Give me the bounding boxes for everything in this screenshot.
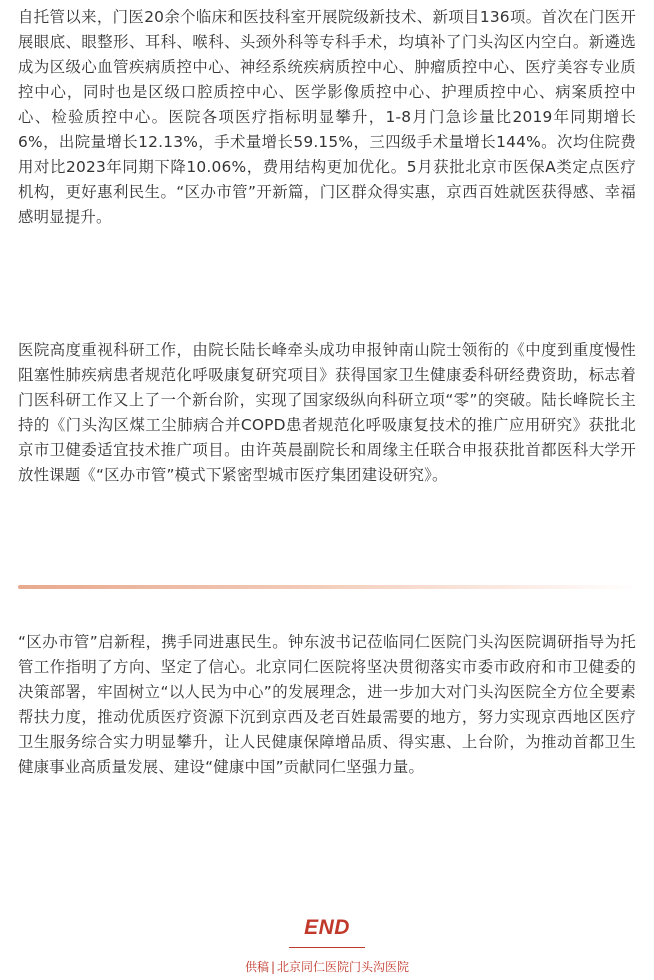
credit-source: 北京同仁医院门头沟医院 xyxy=(277,960,410,974)
paragraph-achievements: 自托管以来，门医20余个临床和医技科室开展院级新技术、新项目136项。首次在门医开展眼底、眼整形、耳科、喉科、头颈外科等专科手术，均填补了门头沟区内空白。新遴选成为区级心血管疾病质控中心、神经系统疾病质控中心、肿瘤质控中心、医疗美容专业质控中心，同时也是区级口腔质控中心、医学影像质控中心、护理质控中心、病案质控中心、检验质控中心。医院各项医疗指标明显攀升，1-8月门急诊量比2019年同期增长6%，出院量增长12.13%，手术量增长59.15%，三四级手术量增长144%。次均住院费用对比2023年同期下降10.06%，费用结构更加优化。5月获批北京市医保A类定点医疗机构，更好惠利民生。“区办市管”开新篇，门区群众得实惠，京西百姓就医获得感、幸福感明显提升。 xyxy=(18,8,636,226)
end-underline xyxy=(289,947,365,948)
end-label: END xyxy=(304,916,350,939)
article-end-block xyxy=(0,912,654,980)
credit-label: 供稿 xyxy=(244,960,269,974)
credit-line xyxy=(0,959,654,975)
paragraph-new-journey: “区办市管”启新程，携手同进惠民生。钟东波书记莅临同仁医院门头沟医院调研指导为托管工作指明了方向、坚定了信心。北京同仁医院将坚决贯彻落实市委市政府和市卫健委的决策部署，牢固树立“以人民为中心”的发展理念，进一步加大对门头沟医院全方位全要素帮扶力度，推动优质医疗资源下沉到京西及老百姓最需要的地方，努力实现京西地区医疗卫生服务综合实力明显攀升，让人民健康保障增品质、得实惠、上台阶，为推动首都卫生健康事业高质量发展、建设“健康中国”贡献同仁坚强力量。 xyxy=(18,633,636,776)
section-divider xyxy=(18,585,636,589)
paragraph-research: 医院高度重视科研工作，由院长陆长峰牵头成功申报钟南山院士领衔的《中度到重度慢性阻塞性肺疾病患者规范化呼吸康复研究项目》获得国家卫生健康委科研经费资助，标志着门医科研工作又上了一个新台阶，实现了国家级纵向科研立项“零”的突破。陆长峰院长主持的《门头沟区煤工尘肺病合并COPD患者规范化呼吸康复技术的推广应用研究》获批北京市卫健委适宜技术推广项目。由许英晨副院长和周缘主任联合申报获批首都医科大学开放性课题《“区办市管”模式下紧密型城市医疗集团建设研究》。 xyxy=(18,341,636,484)
credit-separator: | xyxy=(270,960,276,974)
